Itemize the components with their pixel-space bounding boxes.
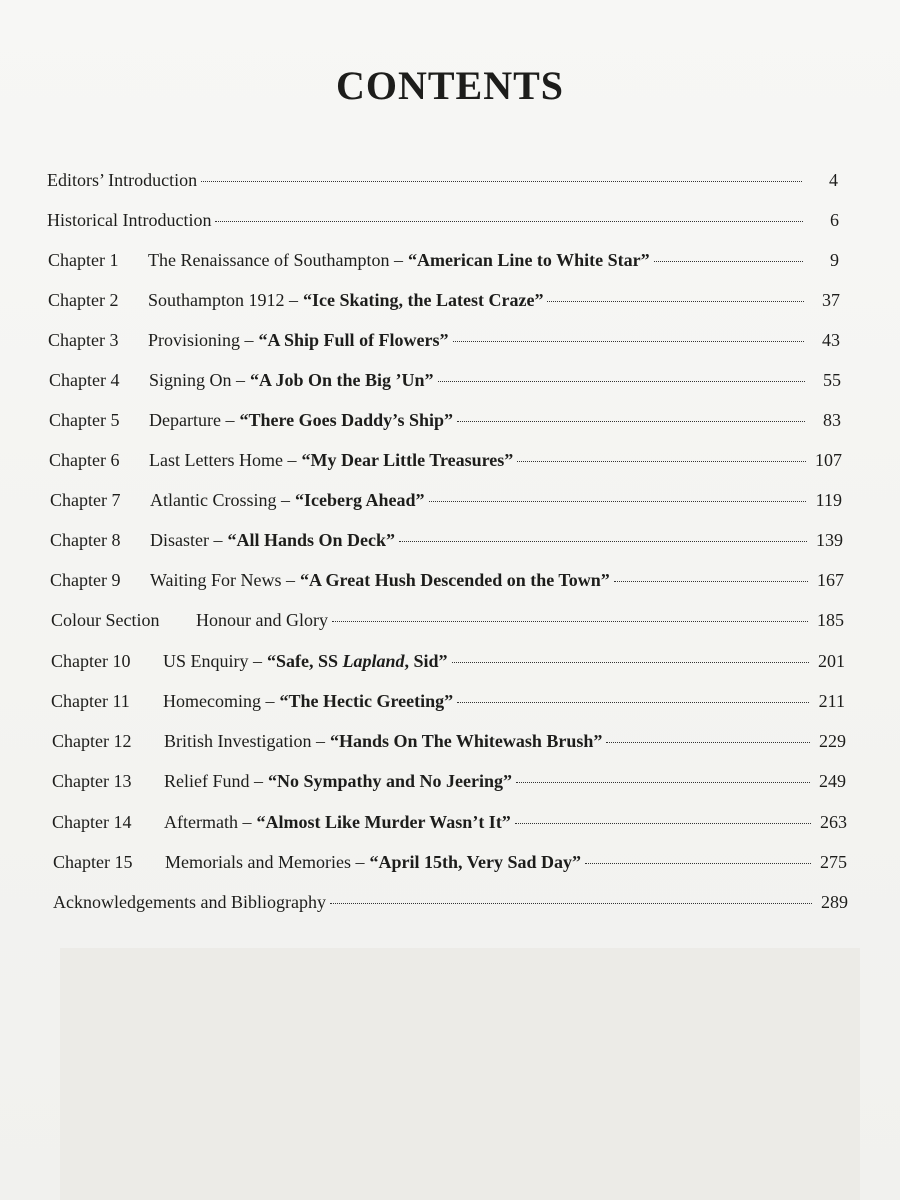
chapter-quote: “A Great Hush Descended on the Town” <box>300 570 610 590</box>
dot-leader <box>606 742 810 743</box>
page-number: 6 <box>830 210 839 230</box>
chapter-heading: Atlantic Crossing – <box>150 490 290 510</box>
chapter-heading: Historical Introduction <box>47 210 212 230</box>
chapter-quote: “The Hectic Greeting” <box>279 691 454 711</box>
dot-leader <box>453 341 804 342</box>
chapter-heading: Waiting For News – <box>150 570 296 590</box>
page-number: 55 <box>823 370 841 390</box>
toc-entry <box>48 290 840 311</box>
chapter-heading: Aftermath – <box>164 812 252 832</box>
chapter-heading: Acknowledgements and Bibliography <box>53 892 326 912</box>
chapter-quote: “My Dear Little Treasures” <box>301 450 514 470</box>
chapter-label: Chapter 11 <box>51 691 130 711</box>
toc-entry <box>47 170 838 191</box>
chapter-label: Chapter 3 <box>48 330 119 350</box>
chapter-heading: Southampton 1912 – <box>148 290 299 310</box>
toc-entry <box>52 731 846 752</box>
chapter-label: Chapter 8 <box>50 530 121 550</box>
dot-leader <box>457 702 809 703</box>
chapter-label: Chapter 6 <box>49 450 120 470</box>
page-number: 4 <box>829 170 838 190</box>
chapter-label: Chapter 10 <box>51 651 131 671</box>
page-number: 275 <box>820 852 847 872</box>
page-number: 37 <box>822 290 840 310</box>
chapter-quote: “Ice Skating, the Latest Craze” <box>303 290 544 310</box>
toc-entry <box>52 771 846 792</box>
toc-entry <box>50 530 843 551</box>
toc-entry <box>49 450 842 471</box>
chapter-label: Chapter 15 <box>53 852 133 872</box>
page-number: 249 <box>819 771 846 791</box>
toc-entry <box>48 250 839 271</box>
page-title: CONTENTS <box>335 63 565 108</box>
toc-entry <box>49 410 841 431</box>
chapter-heading: Relief Fund – <box>164 771 263 791</box>
page-number: 107 <box>815 450 842 470</box>
chapter-heading: The Renaissance of Southampton – <box>148 250 403 270</box>
dot-leader <box>547 301 804 302</box>
chapter-heading: Departure – <box>149 410 235 430</box>
chapter-quote: “American Line to White Star” <box>407 250 650 270</box>
toc-entry <box>52 812 847 833</box>
dot-leader <box>332 621 808 622</box>
chapter-quote: “Safe, SS Lapland, Sid” <box>267 651 448 671</box>
toc-entry <box>51 610 844 631</box>
toc-entry <box>53 852 847 873</box>
page-number: 229 <box>819 731 846 751</box>
dot-leader <box>516 782 810 783</box>
chapter-label: Chapter 2 <box>48 290 119 310</box>
toc-entry <box>50 570 844 591</box>
toc-entry <box>51 651 845 672</box>
chapter-label: Chapter 9 <box>50 570 121 590</box>
dot-leader <box>585 863 811 864</box>
dot-leader <box>201 181 802 182</box>
chapter-heading: Memorials and Memories – <box>165 852 365 872</box>
chapter-label: Chapter 4 <box>49 370 120 390</box>
toc-entry <box>50 490 842 511</box>
chapter-label: Colour Section <box>51 610 160 630</box>
chapter-heading: British Investigation – <box>164 731 325 751</box>
toc-entry <box>51 691 845 712</box>
page-number: 185 <box>817 610 844 630</box>
chapter-heading: Homecoming – <box>163 691 275 711</box>
page-number: 289 <box>821 892 848 912</box>
dot-leader <box>330 903 812 904</box>
toc-entry <box>49 370 841 391</box>
toc-entry <box>48 330 840 351</box>
ship-name: Lapland <box>342 651 405 671</box>
page-number: 9 <box>830 250 839 270</box>
chapter-heading: Honour and Glory <box>196 610 328 630</box>
chapter-heading: US Enquiry – <box>163 651 262 671</box>
chapter-heading: Last Letters Home – <box>149 450 297 470</box>
chapter-heading: Signing On – <box>149 370 246 390</box>
dot-leader <box>515 823 811 824</box>
facing-page-shadow <box>60 948 860 1200</box>
toc-entry <box>47 210 839 231</box>
chapter-heading: Editors’ Introduction <box>47 170 198 190</box>
chapter-heading: Provisioning – <box>148 330 254 350</box>
page-number: 263 <box>820 812 847 832</box>
chapter-label: Chapter 12 <box>52 731 132 751</box>
dot-leader <box>438 381 805 382</box>
chapter-quote: “Iceberg Ahead” <box>295 490 425 510</box>
chapter-label: Chapter 7 <box>50 490 121 510</box>
dot-leader <box>215 221 803 222</box>
chapter-label: Chapter 1 <box>48 250 119 270</box>
chapter-label: Chapter 13 <box>52 771 132 791</box>
chapter-quote: “There Goes Daddy’s Ship” <box>239 410 454 430</box>
chapter-label: Chapter 5 <box>49 410 120 430</box>
chapter-quote: “A Job On the Big ’Un” <box>250 370 434 390</box>
chapter-quote: “A Ship Full of Flowers” <box>258 330 449 350</box>
dot-leader <box>614 581 808 582</box>
chapter-quote: “Hands On The Whitewash Brush” <box>330 731 603 751</box>
dot-leader <box>654 261 803 262</box>
chapter-quote: “All Hands On Deck” <box>227 530 396 550</box>
chapter-label: Chapter 14 <box>52 812 132 832</box>
dot-leader <box>517 461 806 462</box>
page-number: 167 <box>817 570 844 590</box>
dot-leader <box>452 662 809 663</box>
page-number: 119 <box>815 490 842 510</box>
page-number: 211 <box>818 691 845 711</box>
page-number: 201 <box>818 651 845 671</box>
page-number: 43 <box>822 330 840 350</box>
chapter-quote: “No Sympathy and No Jeering” <box>268 771 513 791</box>
chapter-quote: “April 15th, Very Sad Day” <box>369 852 581 872</box>
toc-entry <box>53 892 848 913</box>
dot-leader <box>429 501 807 502</box>
page-number: 83 <box>823 410 841 430</box>
page-number: 139 <box>816 530 843 550</box>
chapter-quote: “Almost Like Murder Wasn’t It” <box>256 812 511 832</box>
chapter-heading: Disaster – <box>150 530 223 550</box>
dot-leader <box>399 541 807 542</box>
dot-leader <box>457 421 805 422</box>
